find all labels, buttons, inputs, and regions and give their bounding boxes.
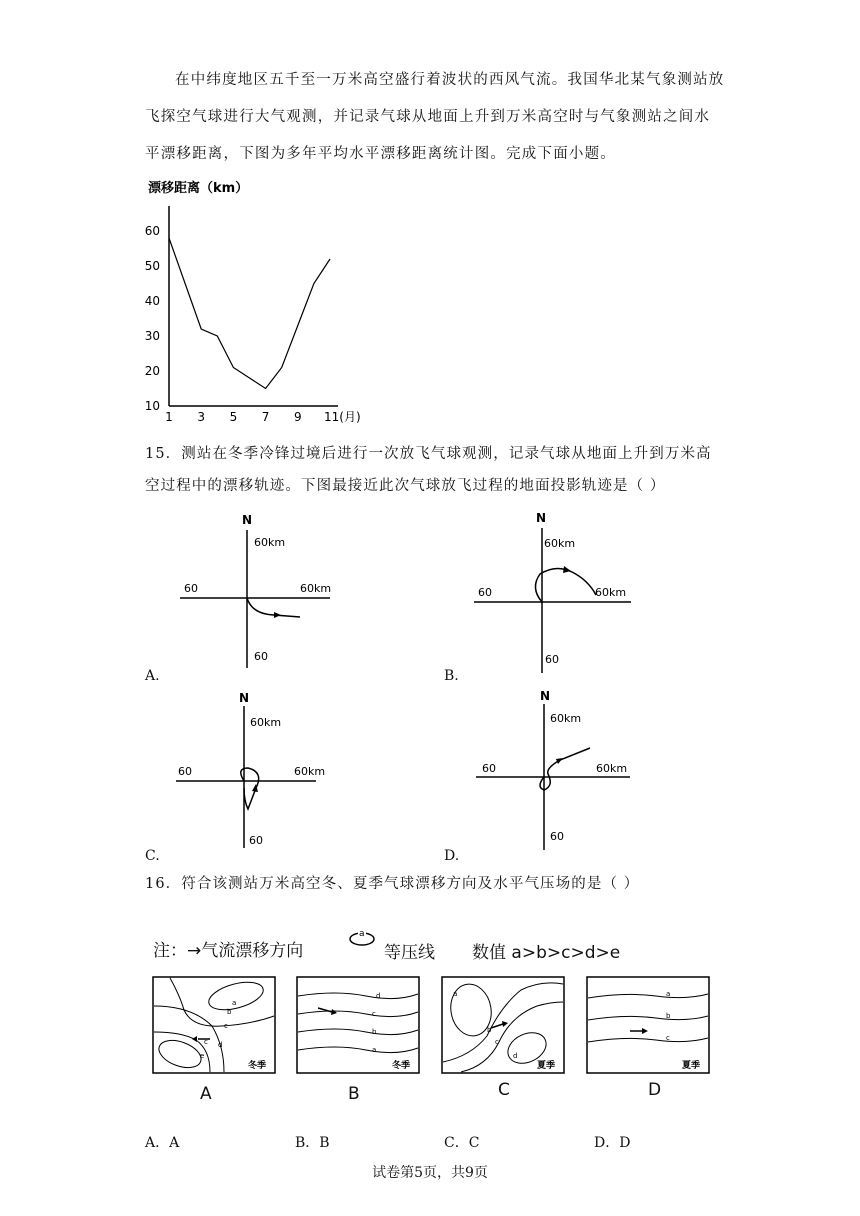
top-label: 60km [250,716,282,729]
drift-line [169,238,330,389]
arrow-icon [274,612,281,618]
y-tick-label: 10 [144,399,160,413]
trajectory [247,598,300,617]
q16-map-d [586,976,710,1074]
q16-answer-a: A．A [145,1135,180,1151]
svg-text:d: d [218,1041,223,1049]
q16-answer-c: C．C [444,1135,480,1151]
map-c-letter: C [498,1080,510,1100]
chart-ylabel: 漂移距离（km） [148,181,249,196]
top-label: 60km [544,537,576,550]
svg-text:e: e [200,1052,205,1060]
bottom-label: 60 [249,834,263,847]
season-label: 冬季 [392,1061,411,1071]
map-b-letter: B [348,1084,360,1104]
y-tick-label: 30 [144,329,160,343]
trajectory [535,568,596,602]
q15-option-c-label: C. [145,848,160,864]
x-tick-label: 3 [197,410,206,424]
legend-isobar: 等压线 [384,943,435,963]
left-label: 60 [184,582,198,595]
x-tick-label: 1 [165,410,173,424]
top-label: 60km [254,536,286,549]
season-label: 冬季 [248,1061,267,1071]
left-label: 60 [178,765,192,778]
q16-map-b [296,976,420,1074]
svg-text:a: a [666,990,671,998]
right-label: 60km [300,582,332,595]
season-label: 夏季 [682,1061,701,1071]
north-label: N [239,691,250,705]
north-label: N [540,689,551,703]
right-label: 60km [294,765,326,778]
map-a-letter: A [200,1084,212,1104]
q15-text: 15．测站在冬季冷锋过境后进行一次放飞气球观测，记录气球从地面上升到万米高空过程中的漂移轨迹。下图最接近此次气球放飞过程的地面投影轨迹是（ ） [145,446,712,494]
q15-option-b-diagram [466,508,646,678]
top-label: 60km [550,712,582,725]
q15-option-a-diagram [170,508,340,678]
x-tick-label: 9 [293,410,302,424]
svg-text:b: b [487,1026,492,1034]
drift-distance-chart [140,176,361,426]
q16-map-c [441,976,565,1074]
x-tick-label: 5 [229,410,238,424]
svg-text:d: d [513,1052,518,1060]
arrow-icon [502,1021,508,1027]
svg-text:c: c [666,1034,670,1042]
legend-values: 数值 a>b>c>d>e [472,943,621,963]
bottom-label: 60 [254,650,268,663]
q15-option-a-label: A. [145,668,160,684]
y-tick-label: 50 [144,259,160,273]
isobar-icon [348,926,378,948]
left-label: 60 [482,762,496,775]
svg-text:a: a [453,990,458,998]
svg-text:c: c [224,1022,228,1030]
q16-map-a [152,976,276,1074]
left-label: 60 [478,586,492,599]
season-label: 夏季 [537,1061,556,1071]
y-tick-label: 40 [144,294,160,308]
q16-answer-d: D．D [594,1135,631,1151]
arrow-icon [563,566,571,573]
isobar-mark: a [359,929,365,939]
q16-answer-b: B．B [295,1135,330,1151]
legend-note: 注：→气流漂移方向 [153,941,304,961]
trajectory [540,748,590,790]
north-label: N [242,513,253,527]
intro-paragraph [145,62,725,173]
arrow-icon [192,1036,197,1042]
y-tick-label: 20 [144,364,160,378]
q15-option-d-label: D. [444,848,460,864]
svg-text:b: b [666,1012,671,1020]
svg-text:a: a [232,999,237,1007]
bottom-label: 60 [545,653,559,666]
y-tick-label: 60 [144,224,160,238]
svg-text:d: d [376,992,381,1000]
page-footer: 试卷第5页，共9页 [372,1165,488,1181]
svg-text:c: c [204,1038,208,1046]
x-tick-label: 7 [261,410,270,424]
svg-text:a: a [372,1046,377,1054]
q15-option-d-diagram [470,688,640,858]
x-tick-label: 11(月) [324,410,361,424]
north-label: N [536,511,547,525]
right-label: 60km [596,762,628,775]
q16-text: 16．符合该测站万米高空冬、夏季气球漂移方向及水平气压场的是（ ） [145,876,640,892]
arrow-icon [556,758,563,764]
intro-text: 在中纬度地区五千至一万米高空盛行着波状的西风气流。我国华北某气象测站放飞探空气球进行大气观测，并记录气球从地面上升到万米高空时与气象测站之间水平漂移距离，下图为多年平均水平漂移距离统计图。完成下面小题。 [145,72,725,162]
arrow-icon [642,1028,648,1034]
svg-text:c: c [495,1038,499,1046]
bottom-label: 60 [550,830,564,843]
q15-option-b-label: B. [444,668,459,684]
svg-text:b: b [372,1028,377,1036]
q15-option-c-diagram [170,688,340,848]
right-label: 60km [595,586,627,599]
svg-text:c: c [372,1010,376,1018]
svg-text:b: b [227,1008,232,1016]
map-d-letter: D [648,1080,662,1100]
arrow-icon [331,1009,337,1015]
